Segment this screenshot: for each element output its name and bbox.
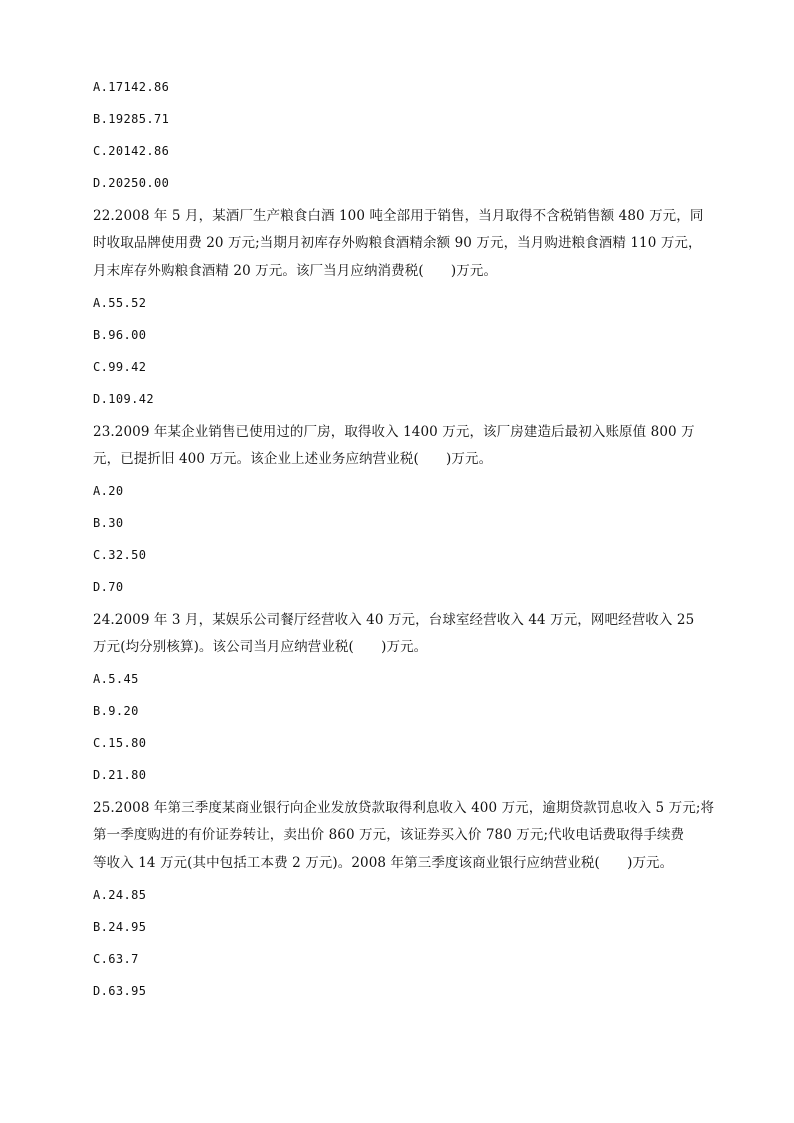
q22-option-b: B.96.00 — [93, 328, 147, 342]
q23-option-b: B.30 — [93, 516, 124, 530]
q25-text-line-1: 25.2008 年第三季度某商业银行向企业发放贷款取得利息收入 400 万元，逾期贷款罚息收入 5 万元;将 — [93, 800, 715, 816]
q25-option-d: D.63.95 — [93, 984, 147, 998]
q25-option-c: C.63.7 — [93, 952, 139, 966]
q23-text-line-1: 23.2009 年某企业销售已使用过的厂房，取得收入 1400 万元，该厂房建造后最初入账原值 800 万 — [93, 424, 695, 440]
q22-option-c: C.99.42 — [93, 360, 147, 374]
q22-text-line-2: 时收取品牌使用费 20 万元;当期月初库存外购粮食酒精余额 90 万元，当月购进粮食酒精 110 万元， — [93, 235, 702, 251]
q22-text-line-3: 月末库存外购粮食酒精 20 万元。该厂当月应纳消费税( )万元。 — [93, 263, 498, 279]
q21-option-c: C.20142.86 — [93, 144, 170, 158]
q21-option-b: B.19285.71 — [93, 112, 170, 126]
q24-text-line-2: 万元(均分别核算)。该公司当月应纳营业税( )万元。 — [93, 639, 428, 655]
q24-option-c: C.15.80 — [93, 736, 147, 750]
q23-option-a: A.20 — [93, 484, 124, 498]
q22-option-a: A.55.52 — [93, 296, 147, 310]
q22-text-line-1: 22.2008 年 5 月，某酒厂生产粮食白酒 100 吨全部用于销售，当月取得不含税销售额 480 万元，同 — [93, 208, 704, 224]
q21-option-a: A.17142.86 — [93, 80, 170, 94]
q24-text-line-1: 24.2009 年 3 月，某娱乐公司餐厅经营收入 40 万元，台球室经营收入 44 万元，网吧经营收入 25 — [93, 612, 695, 628]
q23-option-d: D.70 — [93, 580, 124, 594]
q23-option-c: C.32.50 — [93, 548, 147, 562]
q25-option-b: B.24.95 — [93, 920, 147, 934]
q23-text-line-2: 元，已提折旧 400 万元。该企业上述业务应纳营业税( )万元。 — [93, 451, 493, 467]
q25-text-line-2: 第一季度购进的有价证券转让，卖出价 860 万元，该证券买入价 780 万元;代收电话费取得手续费 — [93, 827, 685, 843]
q21-option-d: D.20250.00 — [93, 176, 170, 190]
q24-option-b: B.9.20 — [93, 704, 139, 718]
q22-option-d: D.109.42 — [93, 392, 154, 406]
q25-option-a: A.24.85 — [93, 888, 147, 902]
q24-option-a: A.5.45 — [93, 672, 139, 686]
q24-option-d: D.21.80 — [93, 768, 147, 782]
q25-text-line-3: 等收入 14 万元(其中包括工本费 2 万元)。2008 年第三季度该商业银行应纳营业税( )万元。 — [93, 855, 674, 871]
